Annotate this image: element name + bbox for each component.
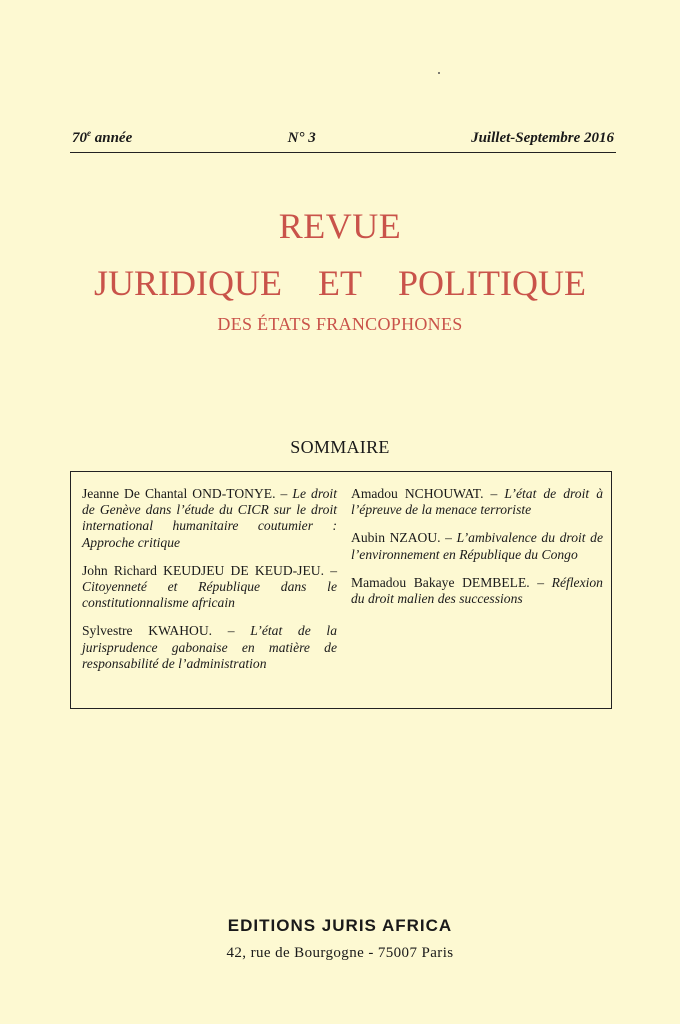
title-word-politique: POLITIQUE	[398, 263, 586, 303]
issue-header	[72, 128, 614, 147]
contents-entry	[351, 486, 603, 518]
entry-author: Jeanne De Chantal OND-TONYE. –	[82, 486, 288, 501]
header-rule	[70, 152, 616, 153]
contents-column-left	[82, 486, 337, 684]
contents-heading: SOMMAIRE	[290, 437, 390, 457]
contents-column-right	[351, 486, 603, 619]
entry-title: L’ambivalence du droit de l’environnement en République du Congo	[351, 530, 603, 562]
contents-entry	[82, 486, 337, 551]
entry-author: John Richard KEUDJEU DE KEUD-JEU. –	[82, 562, 337, 578]
speck	[438, 72, 440, 74]
issue-period: Juillet-Septembre 2016	[471, 130, 614, 146]
entry-author: Mamadou Bakaye DEMBELE. –	[351, 574, 545, 590]
entry-author: Sylvestre KWAHOU. –	[82, 623, 235, 639]
volume-year: 70e année	[72, 128, 133, 146]
publisher-name: EDITIONS JURIS AFRICA	[227, 916, 453, 935]
contents-entry	[351, 575, 603, 607]
entry-title: Réflexion du droit malien des successions	[351, 574, 603, 607]
title-word-et: ET	[318, 263, 362, 303]
contents-entry	[82, 563, 337, 612]
journal-subtitle: DES ÉTATS FRANCOPHONES	[217, 314, 463, 334]
entry-title: Le droit de Genève dans l’étude du CICR sur le droit international humanitaire coutumier : Approche critique	[82, 486, 337, 550]
issue-number: N° 3	[287, 130, 316, 146]
title-word-juridique: JURIDIQUE	[94, 263, 283, 303]
publisher-address: 42, rue de Bourgogne - 75007 Paris	[226, 945, 454, 961]
entry-title: L’état de la jurisprudence gabonaise en matière de responsabilité de l’administration	[82, 623, 337, 671]
entry-title: Citoyenneté et République dans le constitutionnalisme africain	[82, 579, 337, 611]
entry-author: Amadou NCHOUWAT. –	[351, 486, 498, 501]
contents-entry	[82, 623, 337, 672]
contents-box	[70, 471, 612, 709]
contents-entry	[351, 530, 603, 562]
entry-title: L’état de droit à l’épreuve de la menace terroriste	[351, 486, 603, 518]
journal-title-line1: REVUE	[278, 206, 402, 246]
entry-author: Aubin NZAOU. –	[351, 530, 452, 546]
journal-title-line2	[0, 262, 680, 304]
